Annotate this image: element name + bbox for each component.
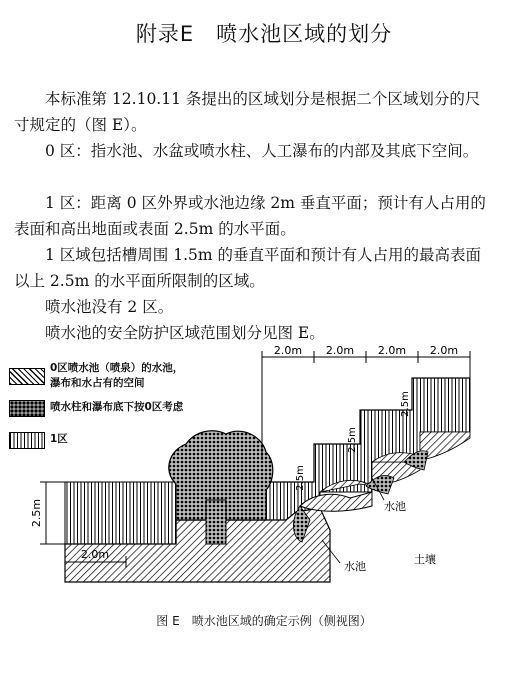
paragraph-zone-0: 0 区：指水池、水盆或喷水柱、人工瀑布的内部及其底下空间。 bbox=[45, 142, 479, 160]
page-title: 附录E 喷水池区域的划分 bbox=[135, 22, 393, 46]
label-pool-upper: 水池 bbox=[384, 500, 406, 513]
dim-top-4: 2.0m bbox=[429, 344, 459, 357]
label-soil: 土壤 bbox=[414, 553, 436, 566]
paragraph-zone-1-extent: 1 区域包括槽周围 1.5m 的垂直平面和预计有人占用的最高表面以上 2.5m 的水平面所限制的区域。 bbox=[14, 246, 481, 290]
legend-label-zone-1: 1区 bbox=[50, 433, 68, 445]
legend-label-zone-0: 0区喷水池（喷泉）的水池， 瀑布和水占有的空间 bbox=[50, 362, 184, 389]
dim-step-1: 2.5m bbox=[295, 465, 306, 491]
dim-top-2: 2.0m bbox=[325, 344, 355, 357]
dim-top-1: 2.0m bbox=[273, 344, 303, 357]
label-pool-bottom: 水池 bbox=[344, 560, 366, 573]
figure-caption: 图 E 喷水池区域的确定示例（侧视图） bbox=[156, 614, 372, 628]
legend-label-fountain: 喷水柱和瀑布底下按0区考虑 bbox=[50, 401, 184, 413]
paragraph-intro: 本标准第 12.10.11 条提出的区域划分是根据二个区域划分的尺寸规定的（图 E）。 bbox=[14, 90, 481, 134]
dim-step-2: 2.5m bbox=[347, 427, 358, 453]
paragraph-zone-1: 1 区：距离 0 区外界或水池边缘 2m 垂直平面；预计有人占用的表面和高出地面或表面 2.5m 的水平面。 bbox=[14, 194, 486, 238]
paragraph-no-zone-2: 喷水池没有 2 区。 bbox=[45, 298, 174, 316]
dim-left-height: 2.5m bbox=[30, 498, 43, 528]
paragraph-figure-ref: 喷水池的安全防护区域范围划分见图 E。 bbox=[45, 324, 325, 342]
dim-step-3: 2.5m bbox=[400, 391, 411, 417]
dim-top-3: 2.0m bbox=[377, 344, 407, 357]
zone-1-left bbox=[65, 482, 176, 544]
dim-bottom-width: 2.0m bbox=[80, 548, 110, 561]
